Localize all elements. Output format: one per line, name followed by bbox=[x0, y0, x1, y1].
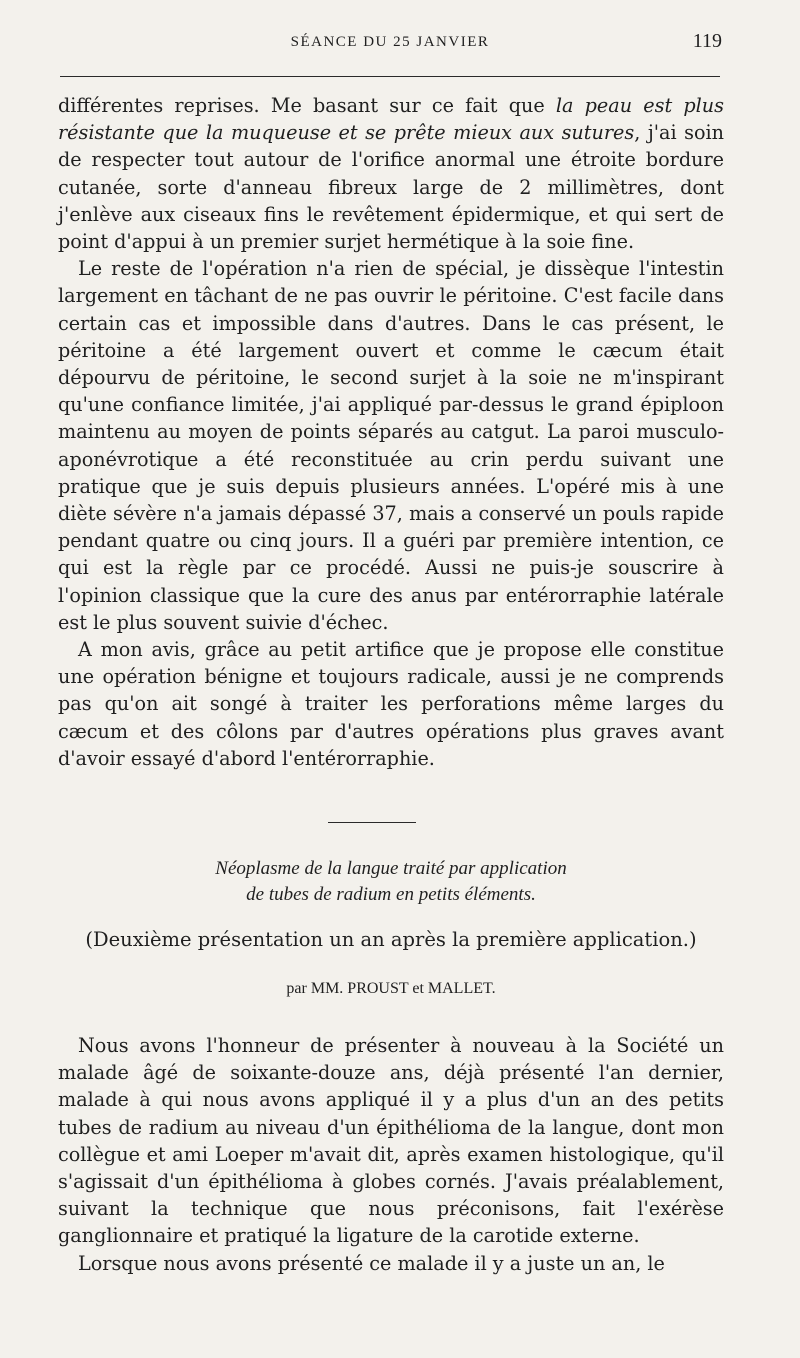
section-continuation bbox=[58, 92, 724, 772]
article-title-line-1: Néoplasme de la langue traité par application bbox=[215, 858, 567, 879]
header-rule bbox=[60, 76, 720, 77]
article-paragraph-2: Lorsque nous avons présenté ce malade il y a juste un an, le bbox=[78, 1251, 665, 1275]
article-title bbox=[58, 856, 724, 908]
section-divider bbox=[328, 822, 416, 823]
header-title: SÉANCE DU 25 JANVIER bbox=[290, 34, 490, 50]
article-subtitle: (Deuxième présentation un an après la première application.) bbox=[85, 928, 697, 951]
paragraph-1-text-b: , j'ai soin de respecter tout autour de l'orifice anormal une étroite bordure cutanée, sorte d'anneau fibreux large de 2 millimètres, dont j'enlève aux ciseaux fins le revêtement épidermique, et qui sert de point d'appui à un premier surjet hermétique à la soie fine. bbox=[58, 121, 724, 254]
paragraph-1-text-a: différentes reprises. Me basant sur ce fait que bbox=[58, 94, 556, 117]
running-header bbox=[58, 30, 722, 62]
paragraph-3: A mon avis, grâce au petit artifice que je propose elle constitue une opération bénigne et toujours radicale, aussi je ne comprends pas qu'on ait songé à traiter les perforations même larges du cæcum et des côlons par d'autres opérations plus graves avant d'avoir essayé d'abord l'entérorraphie. bbox=[58, 638, 724, 770]
paragraph-1 bbox=[58, 92, 724, 255]
article-paragraph-1: Nous avons l'honneur de présenter à nouveau à la Société un malade âgé de soixante-douze ans, déjà présenté l'an dernier, malade à qui nous avons appliqué il y a plus d'un an des petits tubes de radium au niveau d'un épithélioma de la langue, dont mon collègue et ami Loeper m'avait dit, après examen histologique, qu'il s'agissait d'un épithélioma à globes cornés. J'avais préalablement, suivant la technique que nous préconisons, fait l'exérèse ganglionnaire et pratiqué la ligature de la carotide externe. bbox=[58, 1034, 724, 1248]
article-authors: par MM. PROUST et MALLET. bbox=[286, 980, 496, 997]
paragraph-2: Le reste de l'opération n'a rien de spécial, je dissèque l'intestin largement en tâchant de ne pas ouvrir le péritoine. C'est facile dans certain cas et impossible dans d'autres. Dans le cas présent, le péritoine a été largement ouvert et comme le cæcum était dépourvu de péritoine, le second surjet à la soie ne m'inspirant qu'une confiance limitée, j'ai appliqué par-dessus le grand épiploon maintenu au moyen de points séparés au catgut. La paroi musculo-aponévrotique a été reconstituée au crin perdu suivant une pratique que je suis depuis plusieurs années. L'opéré mis à une diète sévère n'a jamais dépassé 37, mais a conservé un pouls rapide pendant quatre ou cinq jours. Il a guéri par première intention, ce qui est la règle par ce procédé. Aussi ne puis-je souscrire à l'opinion classique que la cure des anus par entérorraphie latérale est le plus souvent suivie d'échec. bbox=[58, 257, 724, 634]
page-number: 119 bbox=[692, 30, 722, 52]
article-body bbox=[58, 1032, 724, 1277]
article-title-line-2: de tubes de radium en petits éléments. bbox=[246, 884, 536, 905]
paragraph-1-italic: la peau est plus résistante que la muqueuse et se prête mieux aux sutures bbox=[58, 94, 724, 145]
